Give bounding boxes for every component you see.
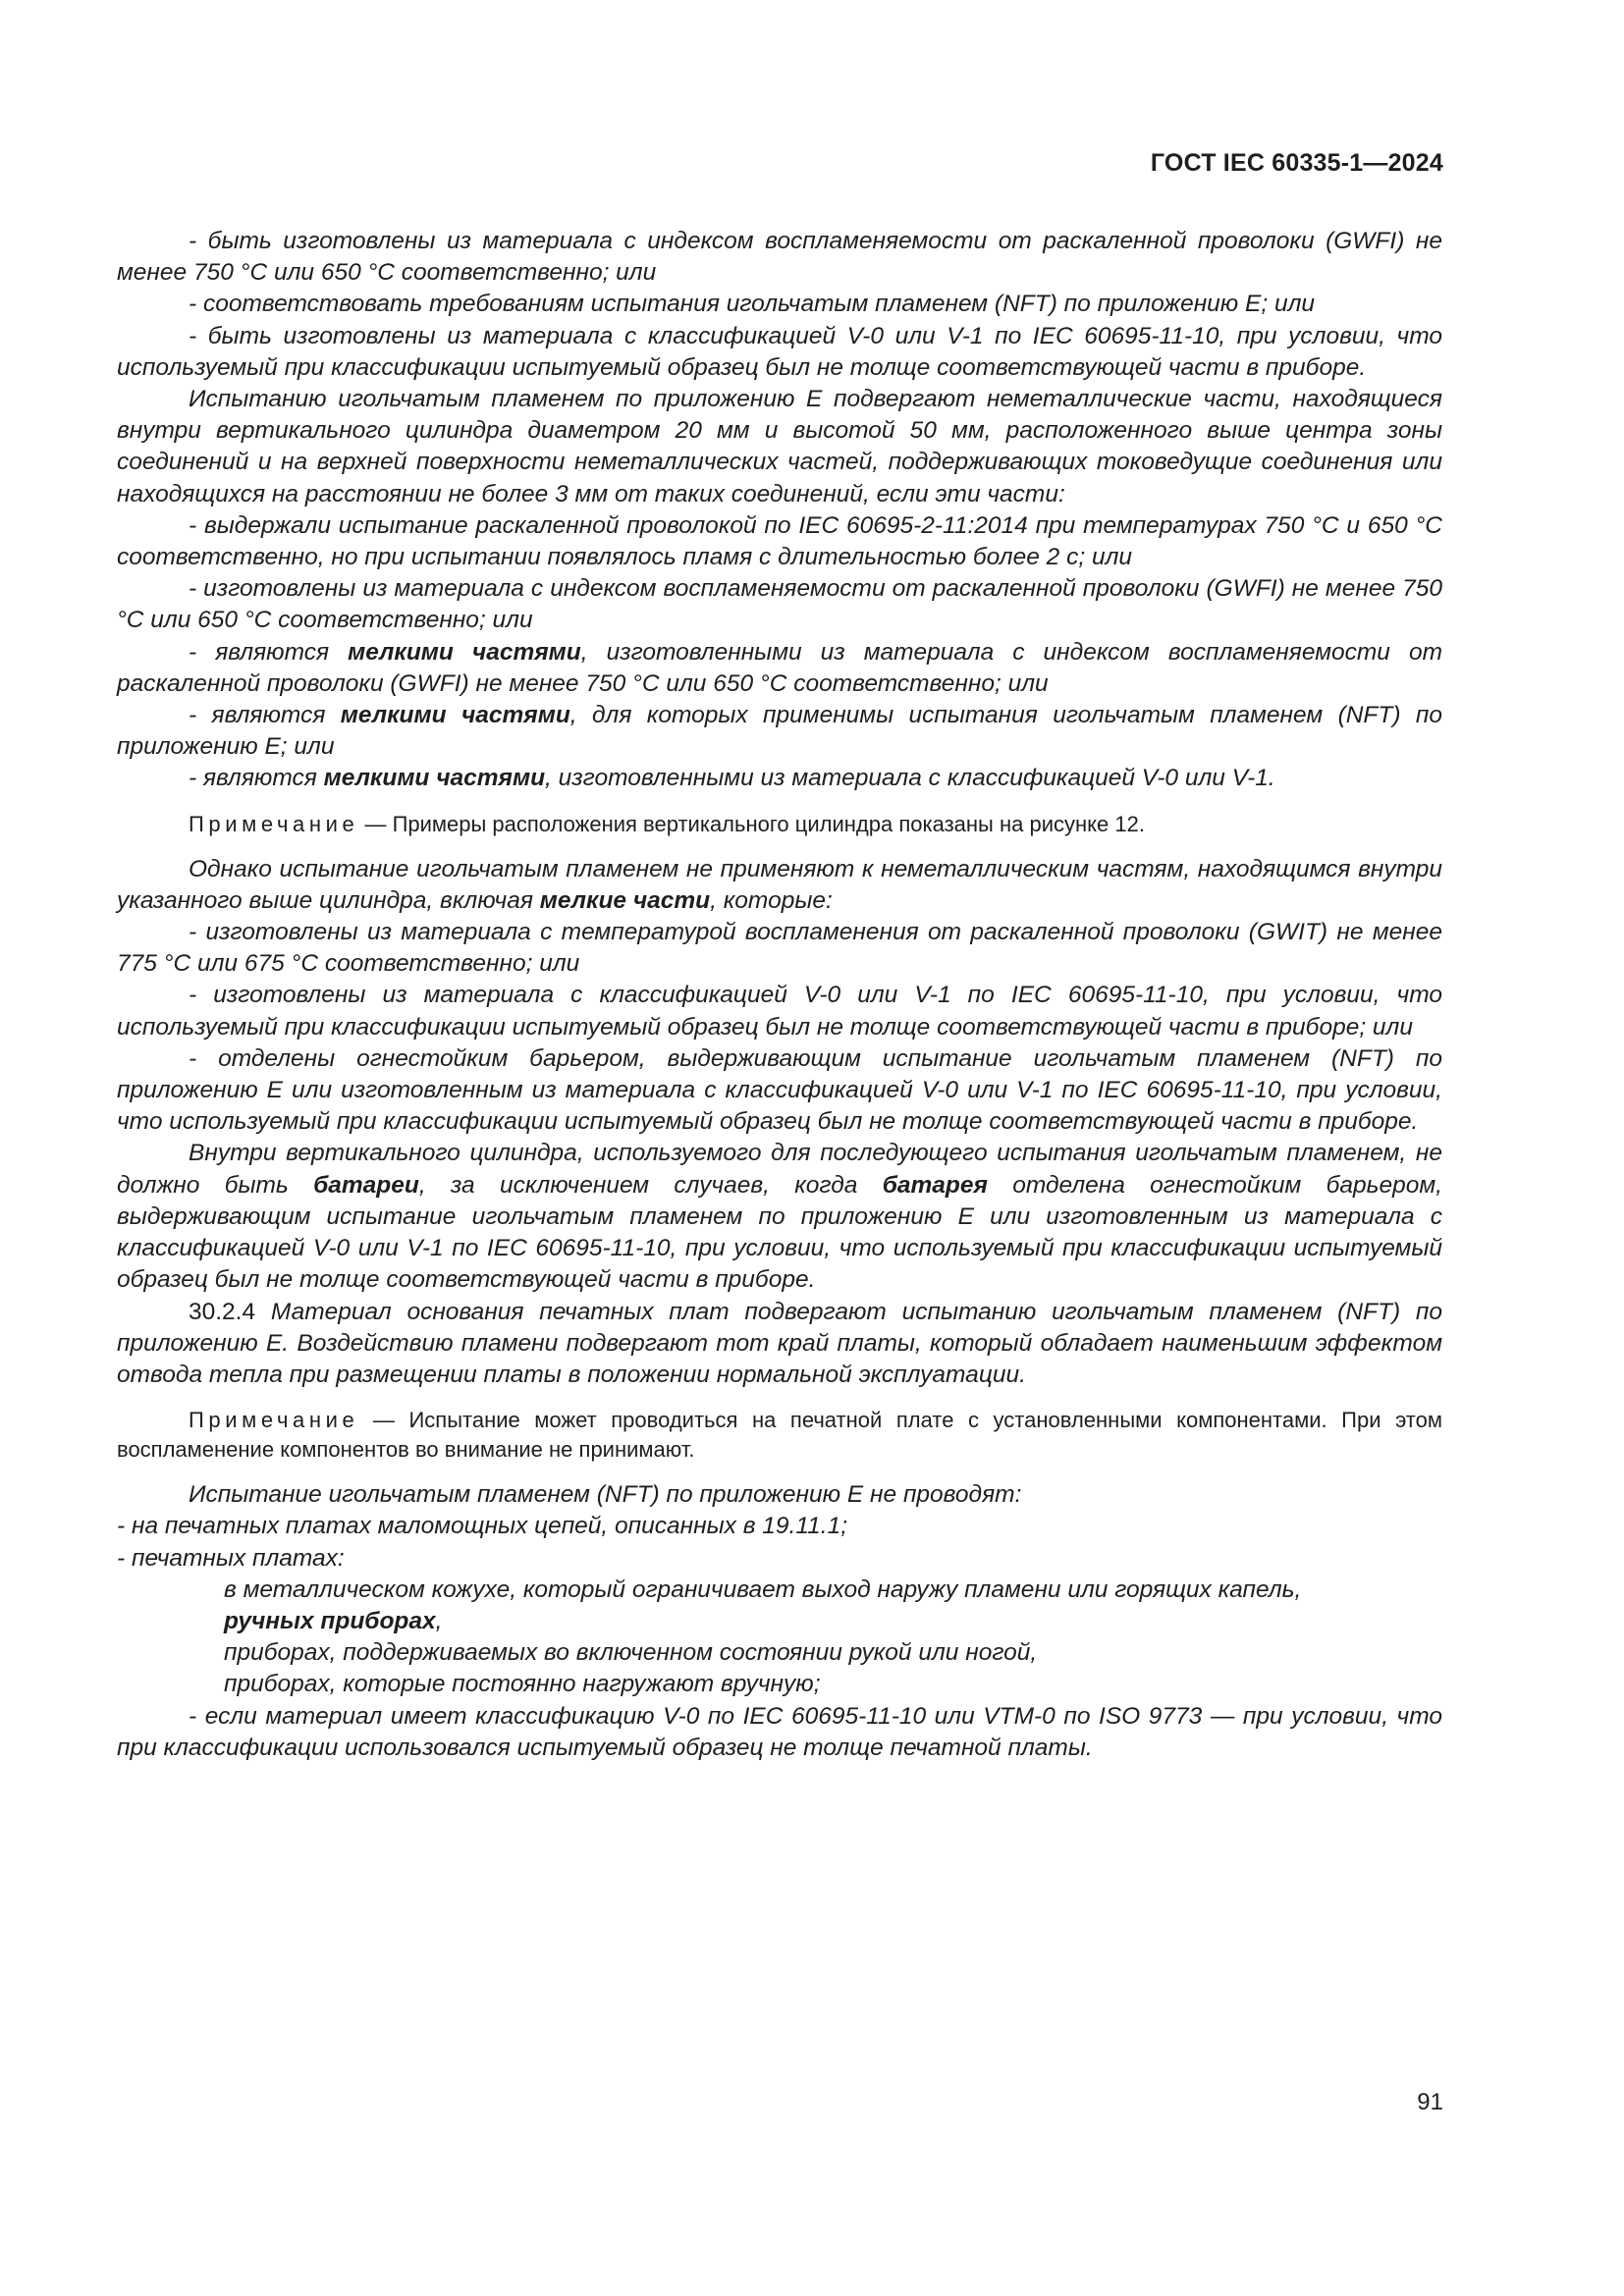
page-number: 91 [1417, 2089, 1443, 2115]
paragraph: - отделены огнестойким барьером, выдерживающим испытание игольчатым пламенем (NFT) по приложению E или изготовленным из материала с классификацией V-0 или V-1 по IEC 60695-11-10, при условии, что используемый при классификации испытуемый образец был не толще соответствующей части в приборе. [117, 1044, 1442, 1136]
paragraph: - выдержали испытание раскаленной проволокой по IEC 60695-2-11:2014 при температурах 750 °С и 650 °С соответственно, но при испытании появлялось пламя с длительностью более 2 с; или [117, 511, 1442, 571]
paragraph: - изготовлены из материала с классификацией V-0 или V-1 по IEC 60695-11-10, при условии, что используемый при классификации испытуемый образец был не толще соответствующей части в приборе; или [117, 982, 1442, 1041]
paragraph: - изготовлены из материала с температурой воспламенения от раскаленной проволоки (GWIT) не менее 775 °С или 675 °С соответственно; или [117, 919, 1442, 978]
note-label: Примечание [189, 811, 359, 836]
text-run: Материал основания печатных плат подвергают испытанию игольчатым пламенем (NFT) по приложению E. Воздействию пламени подвергают тот край платы, который обладает наименьшим эффектом отвода тепла при размещении платы в положении нормальной эксплуатации. [117, 1298, 1442, 1388]
defined-term: ручных приборах [224, 1607, 436, 1634]
paragraph: - на печатных платах маломощных цепей, описанных в 19.11.1; [117, 1513, 848, 1540]
paragraph: Испытанию игольчатым пламенем по приложению E подвергают неметаллические части, находящиеся внутри вертикального цилиндра диаметром 20 мм и высотой 50 мм, расположенного выше центра зоны соединений и на верхней поверхности неметаллических частей, поддерживающих токоведущие соединения или находящихся на расстоянии не более 3 мм от таких соединений, если эти части: [117, 386, 1442, 507]
paragraph [117, 700, 1442, 763]
defined-term: батарея [882, 1171, 988, 1199]
text-run: , изготовленными из материала с классификацией V-0 или V-1. [545, 765, 1275, 792]
clause-number: 30.2.4 [189, 1298, 256, 1325]
paragraph [117, 637, 1442, 700]
defined-term: мелкие части [539, 886, 711, 914]
page-content [117, 226, 1442, 1764]
note-text: — Испытание может проводиться на печатной плате с установленными компонентами. При этом воспламенение компонентов во внимание не принимают. [117, 1408, 1442, 1463]
defined-term: мелкими частями [340, 702, 570, 729]
defined-term: мелкими частями [348, 638, 581, 666]
note [117, 810, 1442, 839]
note-text: — Примеры расположения вертикального цилиндра показаны на рисунке 12. [358, 811, 1145, 836]
paragraph: - быть изготовлены из материала с индексом воспламеняемости от раскаленной проволоки (GWFI) не менее 750 °С или 650 °С соответственно; или [117, 228, 1442, 287]
paragraph: - печатных платах: [117, 1544, 345, 1572]
sub-item: в металлическом кожухе, который ограничивает выход наружу пламени или горящих капель, [224, 1575, 1302, 1603]
defined-term: мелкими частями [323, 765, 546, 792]
paragraph: - соответствовать требованиям испытания игольчатым пламенем (NFT) по приложению E; или [189, 291, 1316, 318]
standard-header: ГОСТ IEC 60335-1—2024 [1150, 149, 1443, 177]
sub-item [117, 1606, 1442, 1637]
text-run: , для которых применимы испытания игольчатым пламенем (NFT) по приложению E; или [117, 702, 1442, 761]
text-run: , за исключением случаев, когда [418, 1171, 883, 1199]
text-run: , изготовленными из материала с индексом воспламеняемости от раскаленной проволоки (GWFI) не менее 750 °С или 650 °С соответственно; или [117, 638, 1443, 697]
defined-term: батареи [313, 1171, 419, 1199]
text-run: Внутри вертикального цилиндра, используемого для последующего испытания игольчатым пламенем, не должно быть [117, 1140, 1442, 1199]
paragraph [117, 1297, 1442, 1392]
text-run: - являются [189, 702, 341, 729]
text-run: - являются [189, 765, 324, 792]
paragraph [117, 763, 1442, 794]
sub-item: приборах, поддерживаемых во включенном состоянии рукой или ногой, [224, 1639, 1038, 1667]
text-run: - являются [189, 638, 349, 666]
note [117, 1406, 1442, 1465]
sub-item: приборах, которые постоянно нагружают вручную; [224, 1671, 821, 1698]
text-run: , которые: [710, 886, 833, 914]
note-label: Примечание [189, 1408, 359, 1433]
paragraph: - изготовлены из материала с индексом воспламеняемости от раскаленной проволоки (GWFI) не менее 750 °С или 650 °С соответственно; или [117, 575, 1442, 634]
paragraph [117, 1138, 1442, 1296]
text-run: Однако испытание игольчатым пламенем не применяют к неметаллическим частям, находящимся внутри указанного выше цилиндра, включая [117, 855, 1442, 914]
text-run: , [435, 1607, 443, 1634]
paragraph: - если материал имеет классификацию V-0 по IEC 60695-11-10 или VTM-0 по ISO 9773 — при условии, что при классификации использовался испытуемый образец не толще печатной платы. [117, 1702, 1442, 1761]
paragraph: - быть изготовлены из материала с классификацией V-0 или V-1 по IEC 60695-11-10, при условии, что используемый при классификации испытуемый образец был не толще соответствующей части в приборе. [117, 322, 1442, 381]
text-run: отделена огнестойким барьером, выдерживающим испытание игольчатым пламенем по приложению E или изготовленным из материала с классификацией V-0 или V-1 по IEC 60695-11-10, при условии, что используемый при классификации испытуемый образец был не толще соответствующей части в приборе. [117, 1171, 1442, 1294]
paragraph [117, 854, 1442, 917]
paragraph: Испытание игольчатым пламенем (NFT) по приложению E не проводят: [189, 1481, 1022, 1509]
